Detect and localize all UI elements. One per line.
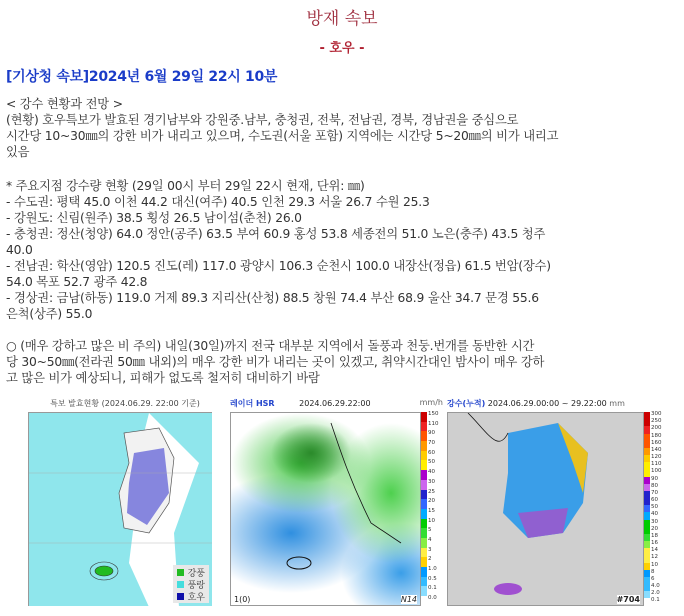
- scale-label: 40: [428, 469, 435, 476]
- outlook-line: 시간당 10~30㎜의 강한 비가 내리고 있으며, 수도권(서울 포함) 지역에는 시간당 5~20㎜의 비가 내리고: [6, 129, 559, 143]
- scale-swatch: [421, 567, 427, 577]
- scale-swatch: [421, 528, 427, 538]
- scale-swatch: [644, 484, 650, 491]
- scale-label: 140: [651, 446, 662, 453]
- scale-swatch: [644, 448, 650, 455]
- scale-swatch: [644, 441, 650, 448]
- rainfall-line: 54.0 목포 52.7 광주 42.8: [6, 275, 148, 289]
- scale-label: 6: [651, 575, 655, 582]
- scale-tick: [421, 548, 443, 558]
- bulletin-headline: [기상청 속보]2024년 6월 29일 22시 10분: [6, 69, 278, 85]
- outlook-line: (현황) 호우특보가 발효된 경기남부와 강원중.남부, 충청권, 전북, 전남권, 경북, 경남권을 중심으로: [6, 113, 519, 127]
- scale-swatch: [421, 412, 427, 422]
- scale-label: 40: [651, 511, 658, 518]
- scale-label: 0.0: [428, 595, 437, 602]
- accum-name: 강수(누적): [447, 399, 486, 408]
- scale-label: 20: [428, 498, 435, 505]
- scale-label: 70: [651, 489, 658, 496]
- scale-label: 60: [428, 449, 435, 456]
- scale-swatch: [421, 586, 427, 596]
- warning-map-image: [28, 412, 212, 606]
- radar-unit: mm/h: [419, 398, 443, 407]
- scale-swatch: [644, 434, 650, 441]
- scale-label: 2.0: [651, 590, 660, 597]
- scale-swatch: [644, 534, 650, 541]
- scale-tick: [421, 596, 443, 606]
- warning-line: 고 많은 비가 예상되니, 피해가 없도록 철저히 대비하기 바람: [6, 371, 320, 385]
- scale-swatch: [644, 548, 650, 555]
- accum-color-scale: [644, 412, 666, 606]
- scale-swatch: [644, 598, 650, 605]
- legend-label: 강풍: [187, 568, 205, 579]
- warning-line: ○ (매우 강하고 많은 비 주의) 내일(30일)까지 전국 대부분 지역에서 돌풍과 천둥.번개를 동반한 시간: [6, 339, 535, 353]
- scale-label: 110: [651, 461, 662, 468]
- scale-label: 80: [651, 482, 658, 489]
- scale-label: 90: [428, 430, 435, 437]
- scale-swatch: [644, 520, 650, 527]
- rainfall-line: - 강원도: 신림(원주) 38.5 횡성 26.5 남이섬(춘천) 26.0: [6, 211, 302, 225]
- scale-tick: [421, 538, 443, 548]
- scale-swatch: [421, 509, 427, 519]
- scale-swatch: [644, 491, 650, 498]
- scale-swatch: [421, 557, 427, 567]
- rainfall-section: [6, 178, 682, 322]
- scale-swatch: [644, 505, 650, 512]
- scale-tick: [644, 563, 666, 570]
- scale-label: 25: [428, 488, 435, 495]
- scale-swatch: [421, 422, 427, 432]
- scale-swatch: [644, 563, 650, 570]
- scale-label: 0.1: [651, 597, 660, 604]
- scale-tick: [421, 519, 443, 529]
- scale-label: 5: [428, 527, 432, 534]
- warning-line: 당 30~50㎜(전라권 50㎜ 내외)의 매우 강한 비가 내리는 곳이 있겠고, 취약시간대인 밤사이 매우 강하: [6, 355, 545, 369]
- scale-swatch: [644, 512, 650, 519]
- scale-label: 100: [651, 468, 662, 475]
- legend-swatch: [177, 569, 184, 576]
- warning-legend: [173, 565, 209, 603]
- rainfall-line: 40.0: [6, 243, 33, 257]
- scale-swatch: [644, 584, 650, 591]
- scale-label: 150: [428, 411, 439, 417]
- scale-label: 4.0: [651, 583, 660, 590]
- scale-label: 2: [428, 556, 432, 563]
- scale-swatch: [421, 577, 427, 587]
- scale-label: 50: [428, 459, 435, 466]
- scale-label: 250: [651, 418, 662, 425]
- scale-tick: [644, 570, 666, 577]
- legend-label: 호우: [187, 592, 205, 603]
- warning-section: [6, 338, 682, 386]
- scale-swatch: [421, 451, 427, 461]
- scale-tick: [421, 528, 443, 538]
- radar-title: [230, 398, 443, 412]
- legend-swatch: [177, 593, 184, 600]
- accum-graphic: [448, 413, 645, 606]
- legend-item-high-seas: [177, 578, 205, 590]
- scale-swatch: [421, 499, 427, 509]
- radar-color-scale: [421, 412, 443, 606]
- radar-name: 레이더 HSR: [230, 399, 275, 408]
- scale-swatch: [421, 596, 427, 606]
- scale-label: 60: [651, 497, 658, 504]
- scale-swatch: [421, 548, 427, 558]
- radar-footer-left: 1(0): [234, 595, 251, 604]
- scale-label: 10: [428, 517, 435, 524]
- scale-label: 200: [651, 425, 662, 432]
- scale-swatch: [644, 555, 650, 562]
- scale-swatch: [644, 577, 650, 584]
- scale-swatch: [421, 490, 427, 500]
- scale-label: 110: [428, 420, 439, 427]
- scale-swatch: [421, 441, 427, 451]
- scale-swatch: [644, 412, 650, 419]
- rainfall-line: - 전남권: 학산(영암) 120.5 진도(레) 117.0 광양시 106.3 순천시 100.0 내장산(정읍) 61.5 번암(장수): [6, 259, 551, 273]
- scale-label: 3: [428, 546, 432, 553]
- radar-map: [230, 398, 443, 606]
- scale-label: 120: [651, 454, 662, 461]
- legend-item-gale: [177, 566, 205, 578]
- scale-label: 70: [428, 440, 435, 447]
- scale-label: 0.1: [428, 585, 437, 592]
- rainfall-line: - 충청권: 정산(청양) 64.0 정안(공주) 63.5 부여 60.9 홍성 53.8 세종전의 51.0 노은(충주) 43.5 청주: [6, 227, 546, 241]
- scale-swatch: [421, 431, 427, 441]
- scale-swatch: [644, 426, 650, 433]
- scale-label: 20: [651, 525, 658, 532]
- outlook-line: 있음: [6, 145, 30, 159]
- scale-swatch: [644, 498, 650, 505]
- rainfall-line: - 경상권: 금남(하동) 119.0 거제 89.3 지리산(산청) 88.5 창원 74.4 부산 68.9 울산 34.7 문경 55.6: [6, 291, 539, 305]
- scale-label: 18: [651, 532, 658, 539]
- scale-swatch: [644, 527, 650, 534]
- scale-label: 90: [651, 475, 658, 482]
- accum-unit: mm: [609, 399, 625, 408]
- warning-status-map: [28, 398, 212, 606]
- scale-swatch: [644, 591, 650, 598]
- accum-footer-right: #704: [616, 595, 640, 604]
- scale-label: 8: [651, 568, 655, 575]
- warning-map-title: 특보 발효현황 (2024.06.29. 22:00 기준): [50, 399, 200, 408]
- scale-label: 50: [651, 504, 658, 511]
- accum-image: [447, 412, 644, 606]
- scale-label: 30: [651, 518, 658, 525]
- scale-label: 160: [651, 439, 662, 446]
- accum-title: [447, 398, 666, 412]
- scale-swatch: [644, 477, 650, 484]
- radar-footer-right: N14: [400, 595, 417, 604]
- scale-swatch: [644, 462, 650, 469]
- rainfall-line: 은척(상주) 55.0: [6, 307, 93, 321]
- scale-label: 4: [428, 536, 432, 543]
- scale-tick: [644, 598, 666, 605]
- scale-label: 1.0: [428, 566, 437, 572]
- rainfall-line: - 수도권: 평택 45.0 이천 44.2 대신(여주) 40.5 인천 29.3 서울 26.7 수원 25.3: [6, 195, 430, 209]
- scale-swatch: [644, 419, 650, 426]
- scale-label: 15: [428, 507, 435, 514]
- page-subtitle: - 호우 -: [319, 41, 365, 56]
- scale-label: 300: [651, 411, 662, 417]
- outlook-section: [6, 96, 682, 160]
- outlook-heading: < 강수 현황과 전망 >: [6, 97, 123, 111]
- legend-label: 풍랑: [187, 580, 205, 591]
- radar-time: 2024.06.29.22:00: [299, 399, 371, 408]
- legend-swatch: [177, 581, 184, 588]
- accum-time: 2024.06.29.00:00 ~ 29.22:00: [487, 399, 607, 408]
- scale-label: 16: [651, 540, 658, 547]
- scale-label: 30: [428, 478, 435, 485]
- scale-swatch: [644, 570, 650, 577]
- scale-swatch: [644, 469, 650, 476]
- scale-label: 180: [651, 432, 662, 439]
- scale-swatch: [644, 455, 650, 462]
- page-title: 방재 속보: [306, 9, 378, 29]
- scale-swatch: [644, 541, 650, 548]
- accumulated-rain-map: [447, 398, 666, 606]
- scale-swatch: [421, 480, 427, 490]
- radar-image: [230, 412, 421, 606]
- scale-swatch: [421, 470, 427, 480]
- scale-label: 14: [651, 547, 658, 554]
- radar-coastline: [231, 413, 422, 606]
- scale-label: 0.5: [428, 575, 437, 582]
- scale-swatch: [421, 460, 427, 470]
- scale-swatch: [421, 519, 427, 529]
- scale-label: 12: [651, 554, 658, 561]
- scale-swatch: [421, 538, 427, 548]
- scale-label: 10: [651, 561, 658, 568]
- legend-item-heavy-rain: [177, 590, 205, 602]
- rainfall-heading: * 주요지점 강수량 현황 (29일 00시 부터 29일 22시 현재, 단위: ㎜): [6, 179, 365, 193]
